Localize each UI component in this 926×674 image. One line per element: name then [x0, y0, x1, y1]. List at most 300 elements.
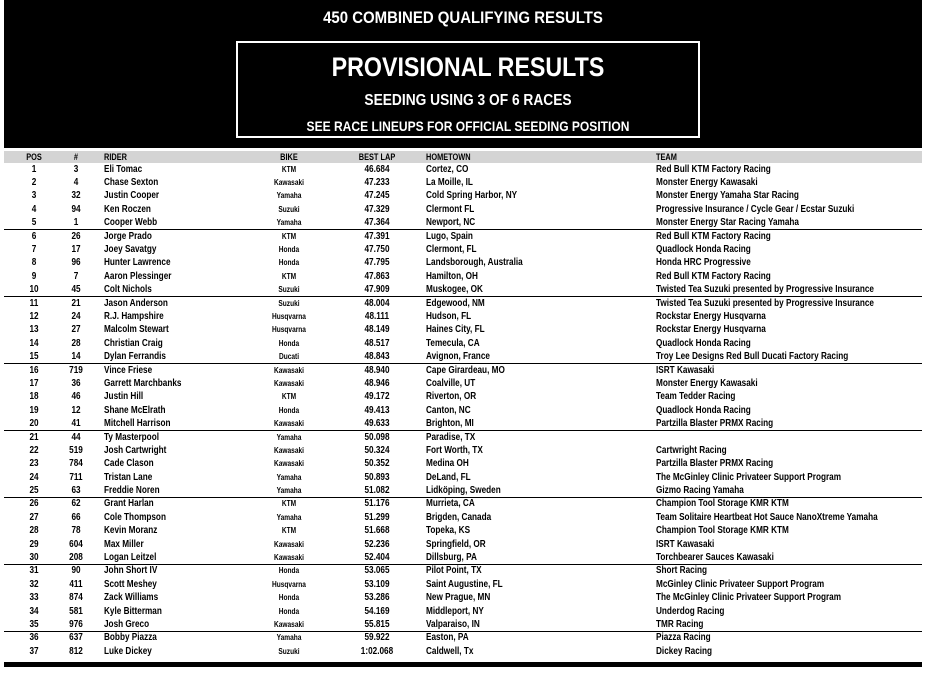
table-row	[4, 511, 922, 524]
row-hometown: Topeka, KS	[426, 525, 471, 537]
row-hometown: Pilot Point, TX	[426, 565, 482, 577]
row-number: 36	[71, 377, 81, 389]
row-rider: Eli Tomac	[104, 163, 143, 175]
row-best-lap: 51.299	[364, 511, 390, 523]
row-number: 12	[71, 404, 81, 416]
table-row	[4, 190, 922, 203]
row-number: 26	[71, 230, 81, 242]
row-number: 63	[71, 485, 81, 497]
table-row	[4, 324, 922, 337]
row-rider: Josh Greco	[104, 618, 150, 630]
row-rider: Scott Meshey	[104, 578, 157, 590]
row-bike: Kawasaki	[274, 378, 304, 388]
row-best-lap: 48.111	[364, 310, 390, 322]
row-rider: John Short IV	[104, 565, 158, 577]
row-hometown: Newport, NC	[426, 217, 476, 229]
row-team: Red Bull KTM Factory Racing	[656, 270, 771, 282]
row-bike: Husqvarna	[272, 579, 306, 589]
row-rider: Cade Clason	[104, 458, 154, 470]
row-team: Partzilla Blaster PRMX Racing	[656, 418, 774, 430]
row-pos: 29	[29, 538, 39, 550]
row-team: Rockstar Energy Husqvarna	[656, 324, 766, 336]
row-team: Short Racing	[656, 565, 708, 577]
row-pos: 9	[31, 270, 37, 282]
row-rider: Kevin Moranz	[104, 525, 158, 537]
row-rider: Justin Cooper	[104, 190, 160, 202]
row-pos: 21	[29, 431, 39, 443]
row-rider: Jorge Prado	[104, 230, 152, 242]
row-rider: Cole Thompson	[104, 511, 166, 523]
row-number: 719	[69, 364, 83, 376]
row-number: 66	[71, 511, 81, 523]
row-bike: Kawasaki	[274, 459, 304, 469]
row-bike: Yamaha	[276, 512, 302, 522]
row-number: 46	[71, 391, 81, 403]
row-best-lap: 47.329	[364, 203, 390, 215]
row-number: 976	[69, 618, 83, 630]
row-hometown: Springfield, OR	[426, 538, 486, 550]
row-bike: Husqvarna	[272, 311, 306, 321]
row-bike: Ducati	[278, 352, 300, 362]
row-best-lap: 47.750	[364, 244, 390, 256]
row-best-lap: 59.922	[364, 632, 390, 644]
row-pos: 11	[29, 297, 39, 309]
row-bike: Honda	[278, 405, 300, 415]
row-rider: Garrett Marchbanks	[104, 377, 182, 389]
row-pos: 33	[29, 592, 39, 604]
row-pos: 13	[29, 324, 39, 336]
row-hometown: Brigden, Canada	[426, 511, 492, 523]
row-team: McGinley Clinic Privateer Support Program	[656, 578, 825, 590]
row-team: Team Tedder Racing	[656, 391, 736, 403]
row-bike: Honda	[278, 606, 300, 616]
row-hometown: Avignon, France	[426, 351, 490, 363]
row-bike: Husqvarna	[272, 325, 306, 335]
row-team: Progressive Insurance / Cycle Gear / Ecstar Suzuki	[656, 203, 855, 215]
row-hometown: Muskogee, OK	[426, 284, 483, 296]
row-rider: Zack Williams	[104, 592, 159, 604]
row-bike: Kawasaki	[274, 539, 304, 549]
table-row	[4, 391, 922, 404]
row-bike: Suzuki	[278, 204, 300, 214]
row-best-lap: 47.909	[364, 284, 390, 296]
row-rider: Jason Anderson	[104, 297, 168, 309]
row-bike: Suzuki	[278, 285, 300, 295]
row-pos: 10	[29, 284, 39, 296]
row-rider: Hunter Lawrence	[104, 257, 171, 269]
row-number: 208	[69, 552, 83, 564]
row-pos: 24	[29, 471, 39, 483]
row-number: 28	[71, 337, 81, 349]
row-pos: 22	[29, 444, 39, 456]
row-number: 62	[71, 498, 81, 510]
row-rider: Chase Sexton	[104, 177, 159, 189]
row-number: 604	[69, 538, 83, 550]
row-rider: Josh Cartwright	[104, 444, 167, 456]
row-number: 24	[71, 310, 81, 322]
row-best-lap: 51.668	[364, 525, 390, 537]
row-bike: KTM	[281, 271, 297, 281]
row-hometown: Hudson, FL	[426, 310, 472, 322]
row-team: Cartwright Racing	[656, 444, 727, 456]
row-hometown: Saint Augustine, FL	[426, 578, 503, 590]
row-rider: Luke Dickey	[104, 645, 152, 657]
row-rider: R.J. Hampshire	[104, 310, 164, 322]
row-pos: 20	[29, 418, 39, 430]
row-hometown: Lidköping, Sweden	[426, 485, 501, 497]
row-bike: KTM	[281, 392, 297, 402]
row-best-lap: 48.517	[364, 337, 390, 349]
row-pos: 26	[29, 498, 39, 510]
row-team: Dickey Racing	[656, 645, 713, 657]
row-best-lap: 50.352	[364, 458, 390, 470]
row-best-lap: 50.324	[364, 444, 390, 456]
row-best-lap: 51.176	[364, 498, 390, 510]
row-bike: Honda	[278, 245, 300, 255]
row-best-lap: 55.815	[364, 618, 390, 630]
row-team: Red Bull KTM Factory Racing	[656, 163, 771, 175]
row-hometown: Brighton, MI	[426, 418, 474, 430]
row-pos: 25	[29, 485, 39, 497]
row-rider: Aaron Plessinger	[104, 270, 172, 282]
row-rider: Malcolm Stewart	[104, 324, 169, 336]
row-pos: 17	[29, 377, 39, 389]
table-row	[4, 632, 922, 645]
row-rider: Justin Hill	[104, 391, 144, 403]
row-best-lap: 46.684	[364, 163, 390, 175]
row-best-lap: 49.413	[364, 404, 390, 416]
table-row	[4, 163, 922, 176]
row-best-lap: 51.082	[364, 485, 390, 497]
column-header-bike: BIKE	[280, 152, 298, 162]
row-pos: 3	[31, 190, 37, 202]
row-team: Gizmo Racing Yamaha	[656, 485, 744, 497]
row-best-lap: 48.940	[364, 364, 390, 376]
row-best-lap: 47.364	[364, 217, 390, 229]
row-rider: Max Miller	[104, 538, 144, 550]
row-hometown: Middleport, NY	[426, 605, 484, 617]
row-hometown: Haines City, FL	[426, 324, 485, 336]
row-rider: Vince Friese	[104, 364, 153, 376]
row-pos: 7	[31, 244, 37, 256]
row-rider: Ty Masterpool	[104, 431, 159, 443]
row-best-lap: 48.004	[364, 297, 390, 309]
table-row	[4, 257, 922, 270]
table-row	[4, 297, 922, 310]
row-number: 812	[69, 645, 83, 657]
row-hometown: Valparaiso, IN	[426, 618, 480, 630]
row-rider: Cooper Webb	[104, 217, 158, 229]
row-team: Champion Tool Storage KMR KTM	[656, 525, 789, 537]
row-bike: Kawasaki	[274, 419, 304, 429]
row-team: Champion Tool Storage KMR KTM	[656, 498, 789, 510]
row-best-lap: 50.098	[364, 431, 390, 443]
row-number: 96	[71, 257, 81, 269]
row-hometown: DeLand, FL	[426, 471, 471, 483]
table-row	[4, 618, 922, 631]
column-header-hometown: HOMETOWN	[426, 152, 471, 162]
row-bike: Suzuki	[278, 298, 300, 308]
row-pos: 12	[29, 310, 39, 322]
table-row	[4, 404, 922, 417]
row-number: 14	[71, 351, 81, 363]
row-number: 90	[71, 565, 81, 577]
table-row	[4, 176, 922, 189]
row-team: The McGinley Clinic Privateer Support Program	[656, 592, 842, 604]
row-team: Red Bull KTM Factory Racing	[656, 230, 771, 242]
row-pos: 32	[29, 578, 39, 590]
row-hometown: Cold Spring Harbor, NY	[426, 190, 518, 202]
row-rider: Kyle Bitterman	[104, 605, 162, 617]
table-row	[4, 230, 922, 243]
row-best-lap: 47.391	[364, 230, 390, 242]
row-bike: Honda	[278, 566, 300, 576]
row-team: Quadlock Honda Racing	[656, 244, 751, 256]
row-best-lap: 48.946	[364, 377, 390, 389]
row-bike: Yamaha	[276, 218, 302, 228]
row-hometown: La Moille, IL	[426, 177, 473, 189]
row-team: Monster Energy Kawasaki	[656, 377, 758, 389]
row-number: 78	[71, 525, 81, 537]
table-row	[4, 284, 922, 297]
row-bike: Yamaha	[276, 486, 302, 496]
row-team: Partzilla Blaster PRMX Racing	[656, 458, 774, 470]
table-row	[4, 364, 922, 377]
row-bike: Kawasaki	[274, 445, 304, 455]
row-hometown: Paradise, TX	[426, 431, 476, 443]
column-header-team: TEAM	[656, 152, 677, 162]
row-number: 784	[69, 458, 83, 470]
row-team: Rockstar Energy Husqvarna	[656, 310, 766, 322]
row-hometown: Landsborough, Australia	[426, 257, 523, 269]
row-number: 45	[71, 284, 81, 296]
row-best-lap: 52.236	[364, 538, 390, 550]
table-row	[4, 471, 922, 484]
row-team: Torchbearer Sauces Kawasaki	[656, 552, 774, 564]
row-bike: KTM	[281, 231, 297, 241]
row-pos: 8	[31, 257, 37, 269]
provisional-box	[236, 41, 700, 138]
row-team: Monster Energy Yamaha Star Racing	[656, 190, 799, 202]
row-rider: Bobby Piazza	[104, 632, 157, 644]
row-team: Quadlock Honda Racing	[656, 404, 751, 416]
row-best-lap: 47.795	[364, 257, 390, 269]
row-best-lap: 53.109	[364, 578, 390, 590]
row-hometown: Cortez, CO	[426, 163, 469, 175]
row-best-lap: 54.169	[364, 605, 390, 617]
row-best-lap: 47.233	[364, 177, 390, 189]
page-title: 450 COMBINED QUALIFYING RESULTS	[323, 8, 603, 27]
row-pos: 30	[29, 552, 39, 564]
row-number: 7	[73, 270, 79, 282]
results-table	[4, 163, 922, 658]
row-hometown: Riverton, OR	[426, 391, 477, 403]
row-number: 21	[71, 297, 81, 309]
row-best-lap: 49.172	[364, 391, 390, 403]
row-bike: KTM	[281, 499, 297, 509]
row-best-lap: 53.065	[364, 565, 390, 577]
row-best-lap: 48.149	[364, 324, 390, 336]
row-hometown: Temecula, CA	[426, 337, 480, 349]
table-row	[4, 377, 922, 390]
row-number: 27	[71, 324, 81, 336]
seeding-note: SEEDING USING 3 OF 6 RACES	[364, 92, 572, 109]
row-pos: 4	[31, 203, 37, 215]
table-row	[4, 551, 922, 564]
row-pos: 14	[29, 337, 39, 349]
table-row	[4, 592, 922, 605]
row-hometown: Clermont, FL	[426, 244, 477, 256]
table-row	[4, 645, 922, 658]
table-row	[4, 337, 922, 350]
row-number: 3	[73, 163, 79, 175]
column-header-row	[4, 151, 922, 163]
row-team: ISRT Kawasaki	[656, 364, 715, 376]
row-pos: 27	[29, 511, 39, 523]
row-rider: Grant Harlan	[104, 498, 154, 510]
table-row	[4, 431, 922, 444]
column-header-rider: RIDER	[104, 152, 127, 162]
table-row	[4, 605, 922, 618]
row-bike: Honda	[278, 258, 300, 268]
row-hometown: Fort Worth, TX	[426, 444, 483, 456]
table-row	[4, 417, 922, 430]
row-pos: 31	[29, 565, 39, 577]
row-team: Honda HRC Progressive	[656, 257, 751, 269]
row-number: 519	[69, 444, 83, 456]
row-hometown: Lugo, Spain	[426, 230, 473, 242]
row-pos: 28	[29, 525, 39, 537]
table-row	[4, 525, 922, 538]
row-hometown: Cape Girardeau, MO	[426, 364, 505, 376]
table-row	[4, 444, 922, 457]
table-row	[4, 270, 922, 283]
row-bike: Kawasaki	[274, 178, 304, 188]
row-pos: 5	[31, 217, 37, 229]
row-best-lap: 47.245	[364, 190, 390, 202]
row-rider: Christian Craig	[104, 337, 163, 349]
row-hometown: New Prague, MN	[426, 592, 491, 604]
row-number: 94	[71, 203, 81, 215]
row-rider: Mitchell Harrison	[104, 418, 171, 430]
table-row	[4, 578, 922, 591]
row-pos: 35	[29, 618, 39, 630]
row-number: 711	[69, 471, 83, 483]
row-bike: Yamaha	[276, 432, 302, 442]
row-number: 874	[69, 592, 83, 604]
table-row	[4, 243, 922, 256]
row-number: 32	[71, 190, 81, 202]
row-team: Twisted Tea Suzuki presented by Progressive Insurance	[656, 297, 874, 309]
row-number: 17	[71, 244, 81, 256]
row-rider: Logan Leitzel	[104, 552, 157, 564]
row-rider: Dylan Ferrandis	[104, 351, 166, 363]
row-number: 44	[71, 431, 81, 443]
row-team: TMR Racing	[656, 618, 704, 630]
results-header	[4, 0, 922, 148]
row-rider: Freddie Noren	[104, 485, 160, 497]
row-team: Troy Lee Designs Red Bull Ducati Factory Racing	[656, 351, 849, 363]
row-best-lap: 48.843	[364, 351, 390, 363]
row-best-lap: 52.404	[364, 552, 390, 564]
row-number: 581	[69, 605, 83, 617]
table-row	[4, 310, 922, 323]
row-team: The McGinley Clinic Privateer Support Program	[656, 471, 842, 483]
table-row	[4, 538, 922, 551]
row-rider: Ken Roczen	[104, 203, 151, 215]
row-bike: Kawasaki	[274, 365, 304, 375]
row-bike: Yamaha	[276, 633, 302, 643]
table-row	[4, 498, 922, 511]
row-rider: Shane McElrath	[104, 404, 166, 416]
row-bike: Kawasaki	[274, 619, 304, 629]
row-number: 411	[69, 578, 83, 590]
row-number: 41	[71, 418, 81, 430]
row-pos: 36	[29, 632, 39, 644]
row-bike: Honda	[278, 593, 300, 603]
row-number: 637	[69, 632, 83, 644]
row-pos: 6	[31, 230, 37, 242]
row-best-lap: 53.286	[364, 592, 390, 604]
row-best-lap: 1:02.068	[360, 645, 394, 657]
row-rider: Colt Nichols	[104, 284, 152, 296]
row-hometown: Hamilton, OH	[426, 270, 478, 282]
row-pos: 16	[29, 364, 39, 376]
row-hometown: Canton, NC	[426, 404, 471, 416]
lineup-note: SEE RACE LINEUPS FOR OFFICIAL SEEDING POSITION	[306, 118, 630, 134]
row-best-lap: 49.633	[364, 418, 390, 430]
row-hometown: Coalville, UT	[426, 377, 476, 389]
column-header-best-lap: BEST LAP	[358, 152, 396, 162]
row-hometown: Edgewood, NM	[426, 297, 485, 309]
row-hometown: Murrieta, CA	[426, 498, 475, 510]
table-row	[4, 458, 922, 471]
row-pos: 23	[29, 458, 39, 470]
table-row	[4, 565, 922, 578]
column-header-pos: POS	[26, 152, 42, 162]
row-team: Twisted Tea Suzuki presented by Progressive Insurance	[656, 284, 874, 296]
row-team: Team Solitaire Heartbeat Hot Sauce NanoXtreme Yamaha	[656, 511, 878, 523]
row-team: Piazza Racing	[656, 632, 711, 644]
row-pos: 19	[29, 404, 39, 416]
row-best-lap: 50.893	[364, 471, 390, 483]
row-hometown: Easton, PA	[426, 632, 469, 644]
row-pos: 2	[31, 177, 37, 189]
row-number: 1	[73, 217, 79, 229]
row-hometown: Caldwell, Tx	[426, 645, 474, 657]
row-hometown: Clermont FL	[426, 203, 475, 215]
table-row	[4, 484, 922, 497]
row-bike: Kawasaki	[274, 553, 304, 563]
row-pos: 15	[29, 351, 39, 363]
row-pos: 18	[29, 391, 39, 403]
row-team: Monster Energy Kawasaki	[656, 177, 758, 189]
row-number: 4	[73, 177, 79, 189]
row-pos: 1	[31, 163, 37, 175]
row-bike: KTM	[281, 164, 297, 174]
row-best-lap: 47.863	[364, 270, 390, 282]
row-rider: Joey Savatgy	[104, 244, 157, 256]
row-team: ISRT Kawasaki	[656, 538, 715, 550]
row-bike: Yamaha	[276, 191, 302, 201]
row-bike: Honda	[278, 338, 300, 348]
row-team: Underdog Racing	[656, 605, 725, 617]
row-rider: Tristan Lane	[104, 471, 153, 483]
row-team: Monster Energy Star Racing Yamaha	[656, 217, 799, 229]
column-header-number: #	[73, 152, 79, 162]
row-bike: KTM	[281, 526, 297, 536]
provisional-heading: PROVISIONAL RESULTS	[331, 52, 605, 82]
